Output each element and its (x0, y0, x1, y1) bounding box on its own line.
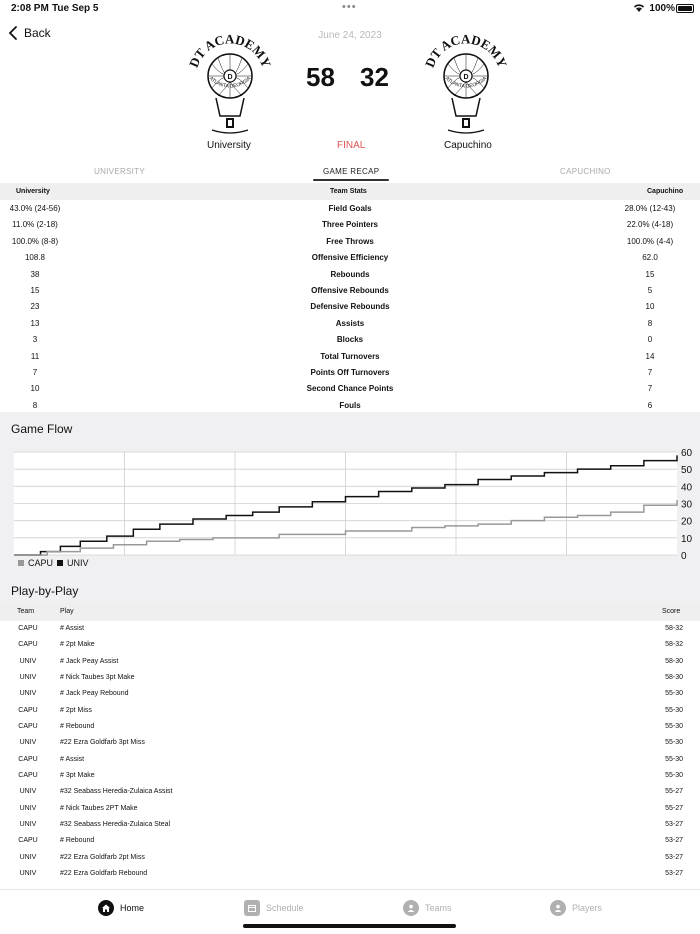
game-flow-title: Game Flow (11, 422, 73, 436)
stat-away-value: 7 (647, 367, 653, 377)
pbp-score: 58-30 (665, 674, 683, 682)
pbp-section-header (0, 572, 700, 604)
tab-players[interactable] (550, 900, 602, 916)
pbp-row (0, 703, 700, 719)
battery-percent: 100% (649, 3, 675, 14)
battery-icon (676, 4, 694, 13)
game-flow-chart (14, 447, 700, 571)
tab-schedule[interactable] (244, 900, 304, 916)
stat-label: Second Chance Points (306, 384, 394, 394)
stat-label: Assists (335, 318, 365, 328)
tab-teams[interactable] (403, 900, 452, 916)
stat-row (0, 233, 700, 249)
pbp-header (0, 604, 700, 621)
pbp-team: UNIV (19, 657, 37, 665)
pbp-score: 55-27 (665, 788, 683, 796)
play-by-play-list[interactable] (0, 621, 700, 889)
stat-away-value: 6 (647, 400, 653, 410)
stat-home-value: 8 (32, 400, 38, 410)
stat-row (0, 364, 700, 380)
pbp-header-team: Team (17, 608, 35, 615)
wifi-icon (633, 3, 645, 16)
home-team-logo (184, 18, 276, 136)
chart-y-tick-label: 0 (681, 551, 687, 562)
pbp-row (0, 866, 700, 882)
status-date: Tue Sep 5 (52, 3, 99, 14)
pbp-play: # Jack Peay Rebound (60, 690, 129, 698)
logo-subtext: ATLANTA GEORGIA (443, 75, 489, 90)
logo-text: DT ACADEMY (185, 31, 275, 70)
pbp-row (0, 735, 700, 751)
pbp-play: # Jack Peay Assist (60, 657, 119, 665)
stat-row (0, 298, 700, 314)
stat-label: Total Turnovers (320, 351, 380, 361)
pbp-row (0, 817, 700, 833)
pbp-score: 58-32 (665, 641, 683, 649)
pbp-score: 55-27 (665, 804, 683, 812)
stat-row (0, 380, 700, 396)
legend-swatch-univ (57, 560, 63, 566)
chart-y-tick-label: 30 (681, 499, 693, 511)
pbp-row (0, 784, 700, 800)
svg-text:D: D (463, 74, 469, 81)
pbp-row (0, 833, 700, 849)
stat-away-value: 22.0% (4-18) (626, 220, 674, 230)
pbp-play: #32 Seabass Heredia-Zulaica Steal (60, 821, 171, 829)
stat-away-value: 28.0% (12-43) (624, 204, 676, 213)
stat-home-value: 38 (30, 269, 40, 279)
pbp-row (0, 654, 700, 670)
stat-home-value: 11.0% (2-18) (12, 220, 58, 230)
pbp-title: Play-by-Play (11, 584, 79, 598)
game-date: June 24, 2023 (318, 30, 382, 41)
pbp-team: CAPU (18, 755, 38, 763)
stat-home-value: 108.8 (24, 253, 46, 263)
stat-home-value: 7 (32, 367, 38, 377)
pbp-team: CAPU (18, 837, 38, 845)
stat-row (0, 282, 700, 298)
pbp-score: 55-30 (665, 690, 683, 698)
stat-away-value: 15 (645, 269, 655, 279)
stat-label: Field Goals (328, 204, 372, 213)
chart-y-tick-label: 50 (681, 465, 693, 477)
stats-header-home: University (16, 188, 50, 195)
stat-away-value: 10 (645, 302, 655, 312)
stat-label: Fouls (339, 400, 361, 410)
pbp-score: 55-30 (665, 755, 683, 763)
pbp-play: # 3pt Make (60, 772, 95, 780)
pbp-team: UNIV (19, 804, 37, 812)
tab-players-label: Players (572, 903, 603, 913)
legend-swatch-capu (18, 560, 24, 566)
pbp-score: 53-27 (665, 870, 683, 878)
back-label: Back (24, 26, 51, 40)
status-bar (0, 0, 700, 18)
chart-legend (18, 558, 89, 568)
team-stats-table (0, 183, 700, 412)
stat-away-value: 100.0% (4-4) (626, 236, 674, 246)
stat-label: Offensive Rebounds (311, 285, 389, 295)
stats-header (0, 183, 700, 200)
logo-text: DT ACADEMY (421, 31, 511, 70)
stat-home-value: 3 (32, 335, 38, 345)
pbp-header-score: Score (662, 608, 681, 615)
pbp-play: # Nick Taubes 3pt Make (60, 674, 135, 682)
pbp-team: CAPU (18, 625, 38, 632)
away-team-logo (420, 18, 512, 136)
chart-y-tick-label: 10 (681, 533, 693, 545)
stat-away-value: 7 (647, 384, 653, 394)
player-icon (550, 900, 566, 916)
away-team-name: Capuchino (444, 140, 492, 151)
pbp-play: #32 Seabass Heredia-Zulaica Assist (60, 788, 173, 796)
stat-home-value: 100.0% (8-8) (11, 236, 59, 246)
tab-capuchino[interactable]: CAPUCHINO (560, 167, 611, 176)
pbp-team: CAPU (18, 706, 38, 714)
stat-home-value: 13 (30, 318, 40, 328)
stat-row (0, 216, 700, 232)
pbp-row (0, 850, 700, 866)
stat-away-value: 14 (645, 351, 655, 361)
pbp-play: # Rebound (60, 837, 95, 845)
legend-label-univ: UNIV (67, 558, 89, 568)
pbp-play: # Rebound (60, 723, 95, 731)
tab-home[interactable] (98, 900, 144, 916)
chart-y-tick-label: 40 (681, 482, 693, 494)
stat-away-value: 0 (647, 335, 653, 345)
stat-row (0, 200, 700, 216)
stat-home-value: 15 (30, 285, 40, 295)
home-team-name: University (207, 140, 251, 151)
tab-university[interactable]: UNIVERSITY (94, 167, 146, 176)
pbp-score: 55-30 (665, 739, 683, 747)
stat-label: Offensive Efficiency (311, 253, 389, 263)
stat-home-value: 23 (30, 302, 40, 312)
stat-away-value: 8 (647, 318, 653, 328)
pbp-score: 58-32 (665, 625, 683, 632)
home-indicator[interactable] (243, 924, 456, 928)
pbp-row (0, 637, 700, 653)
pbp-score: 55-30 (665, 706, 683, 714)
stat-away-value: 5 (647, 285, 653, 295)
pbp-score: 58-30 (665, 657, 683, 665)
pbp-row (0, 752, 700, 768)
pbp-score: 53-27 (665, 837, 683, 845)
stat-label: Defensive Rebounds (310, 302, 390, 312)
pbp-header-play: Play (60, 608, 74, 615)
stat-row (0, 331, 700, 347)
stat-label: Rebounds (330, 269, 370, 279)
away-score: 32 (360, 62, 389, 92)
pbp-team: UNIV (19, 788, 37, 796)
pbp-team: UNIV (19, 674, 37, 682)
pbp-row (0, 670, 700, 686)
active-tab-indicator (313, 179, 389, 181)
pbp-team: UNIV (19, 853, 37, 861)
stat-home-value: 11 (30, 351, 40, 361)
stat-row (0, 315, 700, 331)
stat-row (0, 249, 700, 265)
stat-label: Free Throws (326, 236, 374, 246)
pbp-play: # Nick Taubes 2PT Make (60, 804, 138, 812)
pbp-score: 53-27 (665, 853, 683, 861)
pbp-row (0, 801, 700, 817)
chart-y-tick-label: 20 (681, 516, 693, 528)
pbp-score: 55-30 (665, 772, 683, 780)
svg-text:D: D (227, 74, 233, 81)
pbp-play: # Assist (60, 625, 85, 632)
stat-row (0, 397, 700, 413)
legend-label-capu: CAPU (28, 558, 54, 568)
pbp-play: #22 Ezra Goldfarb Rebound (60, 870, 148, 878)
logo-subtext: ATLANTA GEORGIA (207, 75, 253, 90)
pbp-play: # Assist (60, 755, 85, 763)
pbp-team: CAPU (18, 641, 38, 649)
teams-icon (403, 900, 419, 916)
stats-header-title: Team Stats (330, 188, 367, 195)
pbp-team: UNIV (19, 821, 37, 829)
stat-home-value: 43.0% (24-56) (9, 204, 61, 213)
pbp-row (0, 686, 700, 702)
pbp-play: # 2pt Make (60, 641, 95, 649)
home-score: 58 (306, 62, 335, 92)
game-status: FINAL (337, 140, 366, 151)
stat-away-value: 62.0 (642, 253, 658, 263)
pbp-score: 53-27 (665, 821, 683, 829)
pbp-team: UNIV (19, 739, 37, 747)
chart-y-tick-label: 60 (681, 448, 693, 459)
tab-teams-label: Teams (425, 903, 452, 913)
tab-home-label: Home (120, 903, 145, 913)
stat-home-value: 10 (30, 384, 40, 394)
stat-label: Blocks (336, 335, 364, 345)
stats-header-away: Capuchino (647, 188, 684, 195)
pbp-play: # 2pt Miss (60, 706, 92, 714)
pbp-team: UNIV (19, 870, 37, 878)
pbp-play: #22 Ezra Goldfarb 2pt Miss (60, 853, 145, 861)
stat-label: Points Off Turnovers (310, 367, 390, 377)
stat-row (0, 266, 700, 282)
tab-game-recap[interactable]: GAME RECAP (323, 167, 380, 176)
pbp-row (0, 719, 700, 735)
pbp-row (0, 621, 700, 637)
multitasking-dots-icon[interactable]: ••• (342, 1, 357, 13)
calendar-icon (244, 900, 260, 916)
pbp-play: #22 Ezra Goldfarb 3pt Miss (60, 739, 145, 747)
pbp-team: UNIV (19, 690, 37, 698)
pbp-team: CAPU (18, 723, 38, 731)
home-icon (98, 900, 114, 916)
pbp-score: 55-30 (665, 723, 683, 731)
tab-schedule-label: Schedule (266, 903, 304, 913)
status-time: 2:08 PM (11, 3, 49, 14)
stat-label: Three Pointers (321, 220, 378, 230)
recap-tabs (0, 165, 700, 183)
stat-row (0, 348, 700, 364)
pbp-team: CAPU (18, 772, 38, 780)
pbp-row (0, 768, 700, 784)
